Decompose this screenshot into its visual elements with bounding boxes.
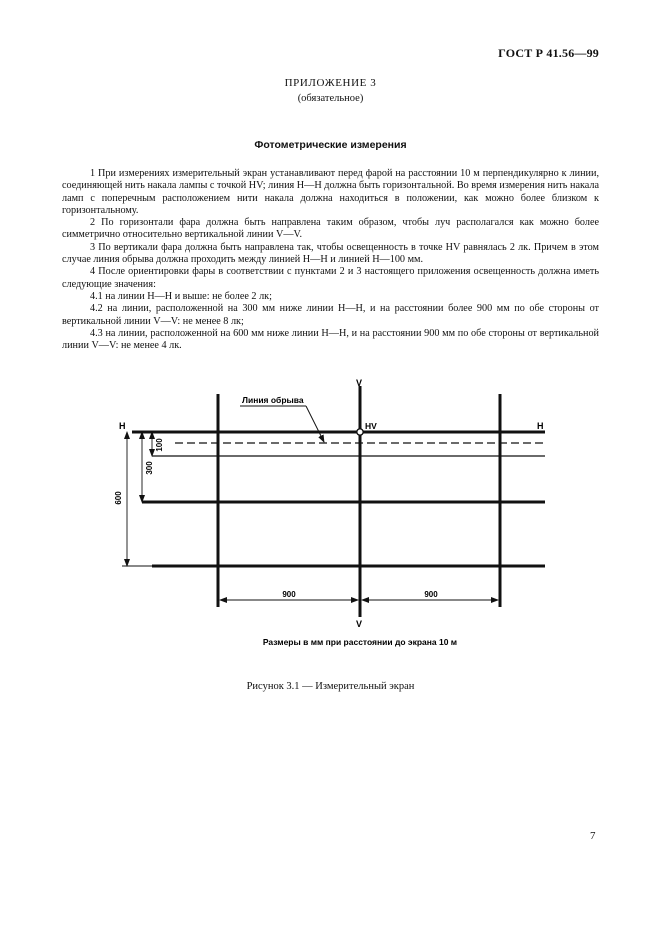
dim-300-label: 300 bbox=[145, 461, 154, 475]
page-number: 7 bbox=[590, 830, 596, 842]
dim-100-label: 100 bbox=[155, 438, 164, 452]
paragraph-4: 4 После ориентировки фары в соответствии с пунктами 2 и 3 настоящего приложения освещенность должна иметь следующие значения: bbox=[62, 266, 599, 290]
dim-900-right-label: 900 bbox=[424, 590, 438, 599]
paragraph-4-3: 4.3 на линии, расположенной на 600 мм ниже линии H—H, и на расстоянии 900 мм по обе стороны от вертикальной линии V—V: не менее 4 лк. bbox=[62, 327, 599, 352]
dim-900-left-label: 900 bbox=[282, 590, 296, 599]
section-title: Фотометрические измерения bbox=[254, 139, 407, 151]
figure-note: Размеры в мм при расстоянии до экрана 10 м bbox=[262, 637, 458, 647]
v-label-bottom: V bbox=[356, 619, 363, 629]
paragraph-3: 3 По вертикали фара должна быть направлена так, чтобы освещенность в точке HV равнялась 2 лк. Причем в этом случае линия обрыва должна проходить между линией H—H и линией H—100 мм. bbox=[62, 241, 599, 266]
figure-caption: Рисунок 3.1 — Измерительный экран bbox=[246, 681, 415, 692]
hv-point bbox=[357, 429, 363, 435]
standard-code: ГОСТ Р 41.56—99 bbox=[498, 46, 599, 60]
body-text bbox=[62, 168, 599, 352]
measuring-screen-diagram bbox=[100, 372, 570, 657]
v-label-top: V bbox=[356, 378, 363, 388]
paragraph-2: 2 По горизонтали фара должна быть направлена таким образом, чтобы луч располагался как можно более симметрично относительно вертикальной линии V—V. bbox=[62, 217, 599, 241]
h-label-right: H bbox=[537, 421, 544, 431]
measuring-screen-figure bbox=[100, 372, 570, 657]
cutoff-label: Линия обрыва bbox=[242, 395, 304, 405]
cutoff-callout-leader bbox=[306, 406, 324, 442]
paragraph-1: 1 При измерениях измерительный экран устанавливают перед фарой на расстоянии 10 м перпендикулярно к линии, соединяющей нить накала лампы с точкой HV; линия H—H должна быть горизонтальной. Во время измерения нить накала ламп с поперечным расположением нити накала должна находиться в положении, как можно более близком к горизонтальному. bbox=[62, 168, 599, 216]
appendix-subtitle: (обязательное) bbox=[297, 93, 364, 104]
paragraph-4-1: 4.1 на линии H—H и выше: не более 2 лк; bbox=[90, 290, 272, 302]
dim-600-label: 600 bbox=[114, 491, 123, 505]
appendix-title: ПРИЛОЖЕНИЕ 3 bbox=[284, 77, 377, 89]
paragraph-4-2: 4.2 на линии, расположенной на 300 мм ниже линии H—H, и на расстоянии более 900 мм по обе стороны от вертикальной линии V—V: не менее 8 лк; bbox=[62, 303, 599, 327]
h-label-left: H bbox=[119, 421, 126, 431]
hv-label: HV bbox=[365, 421, 377, 431]
